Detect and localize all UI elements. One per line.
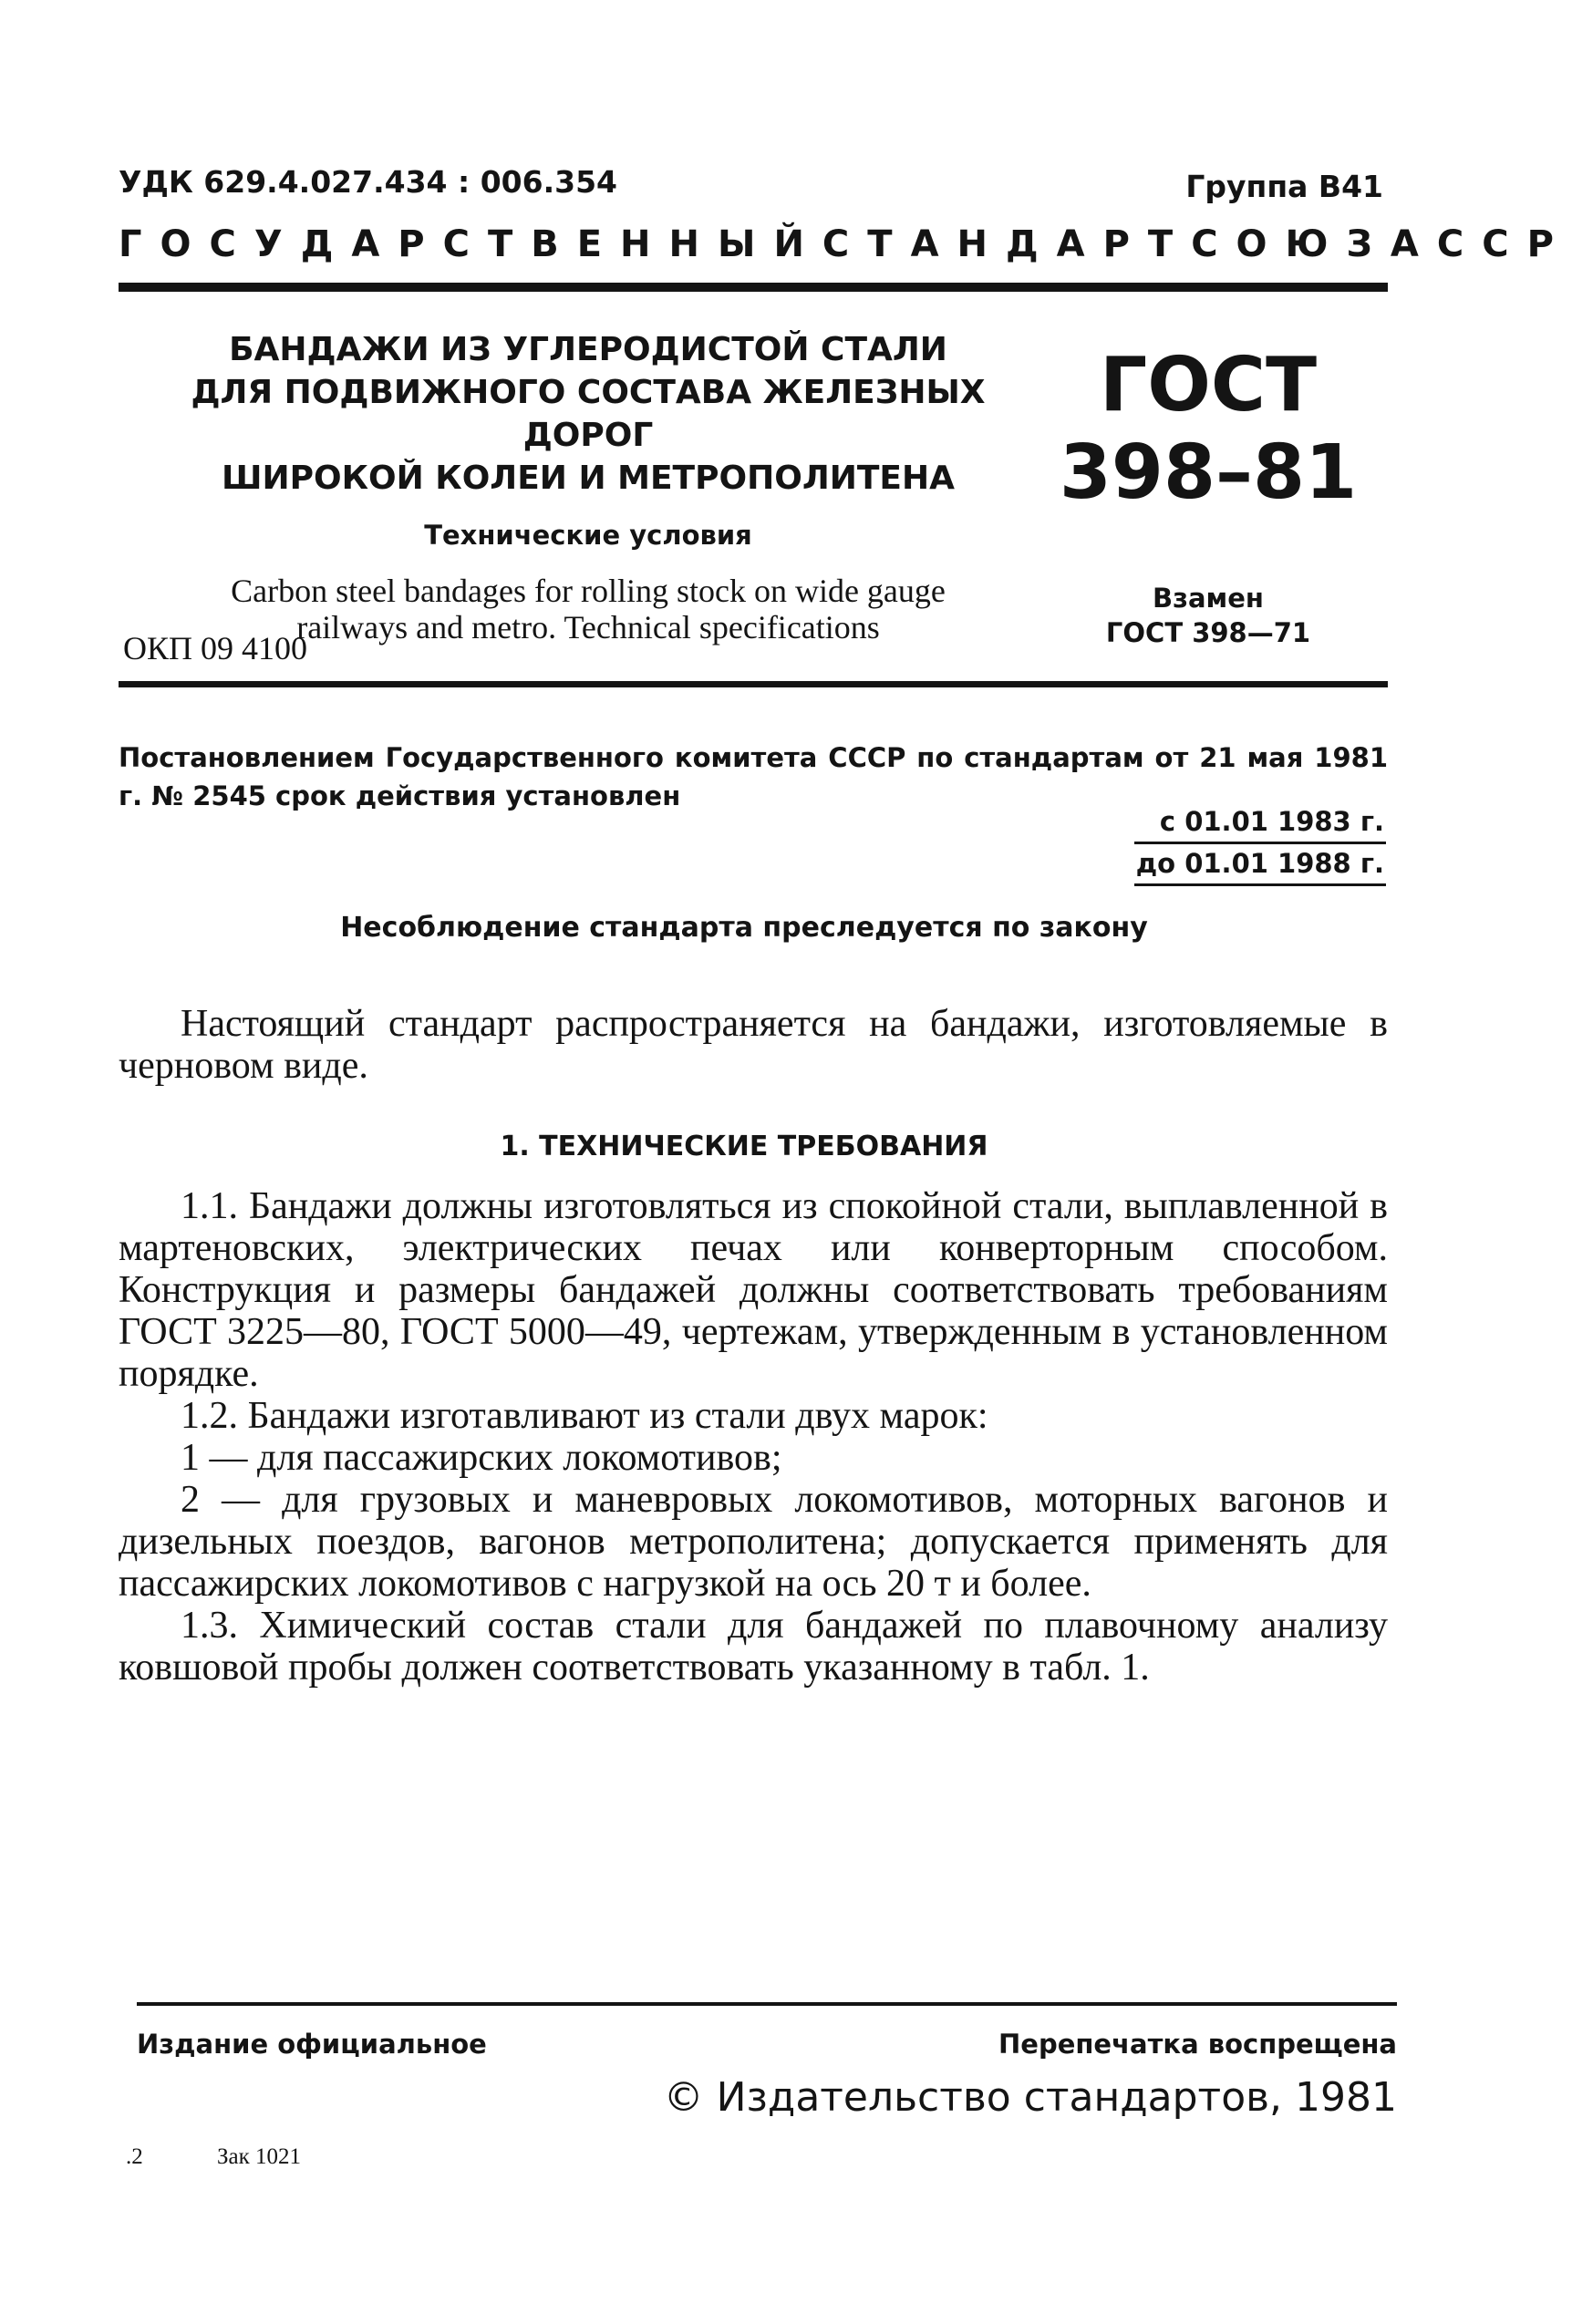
header-rule xyxy=(119,283,1388,292)
order-number: Зак 1021 xyxy=(217,2144,302,2169)
banner-word: СТАНДАРТ xyxy=(822,223,1192,265)
title-line: ШИРОКОЙ КОЛЕИ И МЕТРОПОЛИТЕНА xyxy=(222,460,955,497)
page-mark: .2 xyxy=(126,2144,143,2169)
replaces-label: Взамен xyxy=(1153,583,1264,614)
clauses xyxy=(119,1185,1388,1689)
subtitle: Технические условия xyxy=(424,520,752,551)
law-notice: Несоблюдение стандарта преследуется по закону xyxy=(340,912,1148,944)
copyright: © Издательство стандартов, 1981 xyxy=(663,2074,1397,2121)
section-heading: 1. ТЕХНИЧЕСКИЕ ТРЕБОВАНИЯ xyxy=(500,1131,988,1162)
banner-word: ГОСУДАРСТВЕННЫЙ xyxy=(119,223,822,265)
reprint-prohibited: Перепечатка воспрещена xyxy=(998,2029,1397,2060)
clause: 1.1. Бандажи должны изготовляться из спокойной стали, выплавленной в мартеновских, электрических печах или конверторным способом. Конструкция и размеры бандажей должны соответствовать требованиям ГОСТ 3225—80, ГОСТ 5000—49, чертежам, утвержденным в установленном порядке. xyxy=(119,1185,1388,1395)
clause: 1 — для пассажирских локомотивов; xyxy=(181,1437,782,1479)
title-line: БАНДАЖИ ИЗ УГЛЕРОДИСТОЙ СТАЛИ xyxy=(229,331,947,368)
date-from: с 01.01 1983 г. xyxy=(1134,802,1386,844)
title-line: ДЛЯ ПОДВИЖНОГО СОСТАВА ЖЕЛЕЗНЫХ ДОРОГ xyxy=(191,374,986,454)
banner-word: СОЮЗА xyxy=(1191,223,1437,265)
clause: 1.3. Химический состав стали для бандажей по плавочному анализу ковшовой пробы должен соответствовать указанному в табл. 1. xyxy=(119,1605,1388,1689)
validity-dates xyxy=(1134,802,1386,886)
standard-title xyxy=(128,328,1049,646)
print-info xyxy=(126,2144,301,2170)
state-standard-banner xyxy=(119,223,1572,269)
udk-code: УДК 629.4.027.434 : 006.354 xyxy=(119,164,617,200)
official-edition: Издание официальное xyxy=(137,2029,487,2060)
clause: 1.2. Бандажи изготавливают из стали двух марок: xyxy=(181,1395,988,1437)
decree-text: Постановлением Государственного комитета СССР по стандартам от 21 мая 1981 г. № 2545 срок действия установлен xyxy=(119,742,1388,811)
banner-word: ССР xyxy=(1436,223,1572,265)
english-title-line: railways and metro. Technical specifications xyxy=(296,609,880,646)
group-code: Группа В41 xyxy=(1185,169,1383,204)
english-title-line: Carbon steel bandages for rolling stock on wide gauge xyxy=(231,573,946,609)
divider-rule xyxy=(119,681,1388,687)
gost-label: ГОСТ xyxy=(1099,342,1318,429)
intro-text: Настоящий стандарт распространяется на бандажи, изготовляемые в черновом виде. xyxy=(119,1003,1388,1087)
intro-paragraph xyxy=(119,1003,1388,1087)
gost-number: 398–81 xyxy=(1059,429,1358,516)
footer-rule xyxy=(137,2002,1397,2006)
gost-designation xyxy=(1058,342,1359,650)
replaces-value: ГОСТ 398—71 xyxy=(1105,617,1311,648)
date-to: до 01.01 1988 г. xyxy=(1134,844,1386,886)
okp-code: ОКП 09 4100 xyxy=(123,630,308,666)
clause: 2 — для грузовых и маневровых локомотивов, моторных вагонов и дизельных поездов, вагонов метрополитена; допускается применять для пассажирских локомотивов с нагрузкой на ось 20 т и более. xyxy=(119,1479,1388,1605)
